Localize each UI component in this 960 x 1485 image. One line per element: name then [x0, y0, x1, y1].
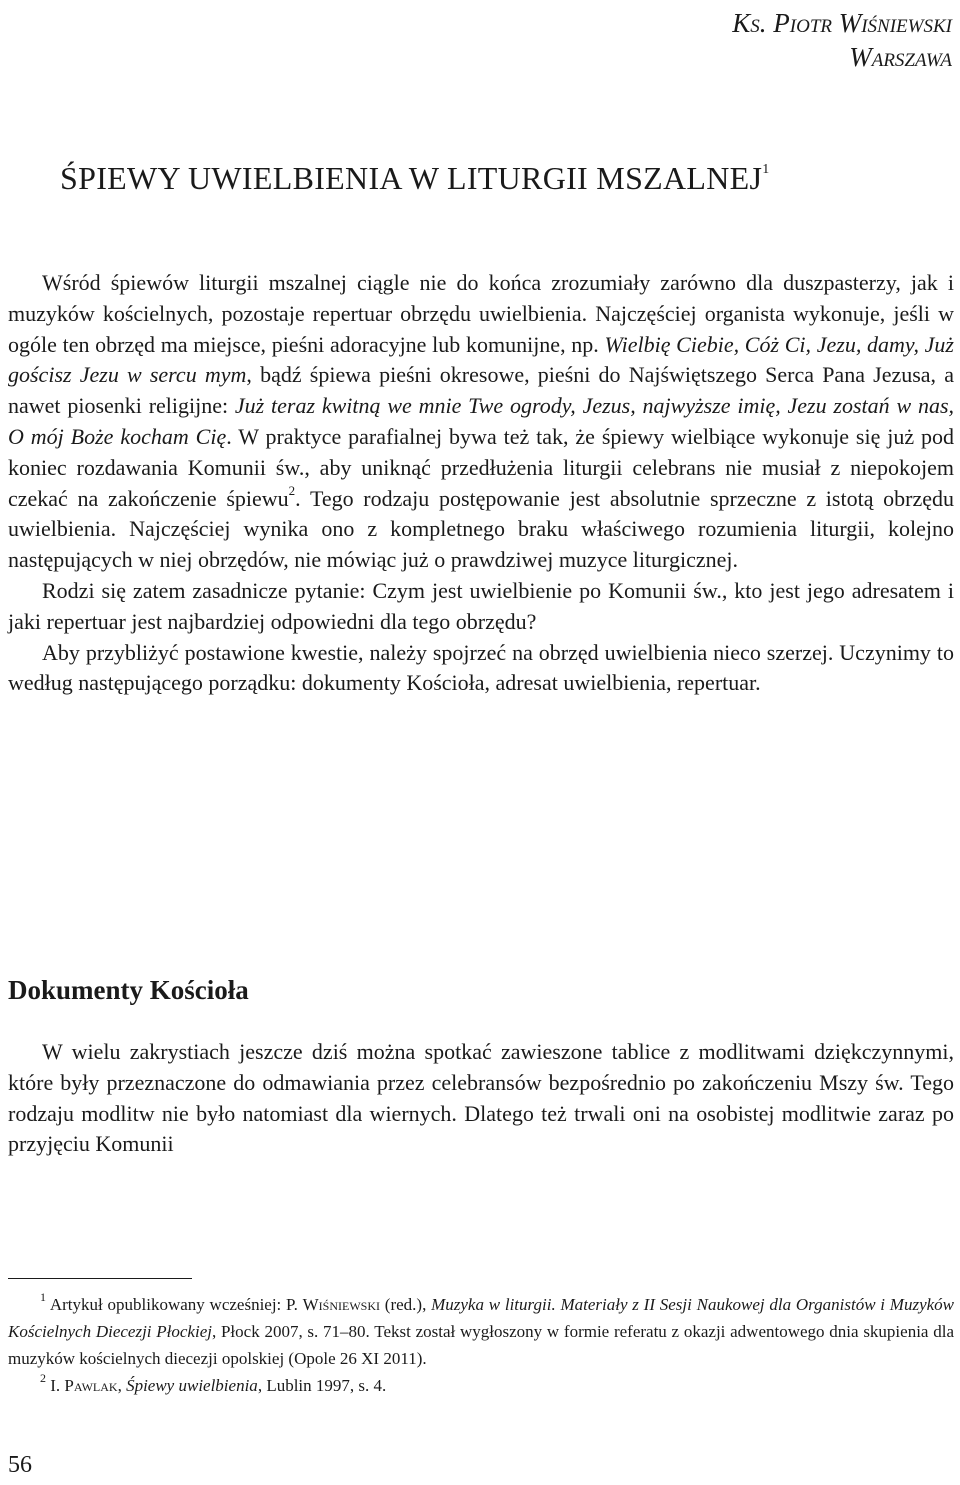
text-run: , [117, 1376, 127, 1395]
footnote-divider [8, 1278, 192, 1279]
cited-author: Wiśniewski [302, 1295, 381, 1314]
author-city: Warszawa [849, 42, 952, 72]
text-run: Wśród śpiewów liturgii mszalnej ciągle nie do końca zrozumiały zarówno dla duszpasterzy, jak i muzyków kościelnych, pozostaje repertuar obrzędu uwielbienia. Najczęściej organista wykonuje, jeśli w ogóle ten obrzęd ma miejsce, pieśni adoracyjne lub komunijne, np. [8, 270, 954, 357]
text-run: . W praktyce parafialnej bywa też tak, że śpiewy wielbiące wykonuje się już pod koniec rozdawania Komunii św., aby uniknąć przedłużenia liturgii celebrans nie musiał z niepokojem czekać na zakończenie śpiewu [8, 423, 955, 511]
page-number: 56 [8, 1452, 32, 1478]
article-title-text: ŚPIEWY UWIELBIENIA W LITURGII MSZALNEJ [60, 160, 763, 196]
article-title [60, 160, 770, 197]
text-run: (red.), [380, 1295, 432, 1314]
author-name: Ks. Piotr Wiśniewski [732, 8, 952, 38]
footnote-1 [8, 1291, 954, 1372]
cited-title: Muzyka w liturgii. Materiały z II Sesji Naukowej dla Organistów i Muzyków Kościelnych Diecezji Płockiej [8, 1295, 955, 1341]
intro-paragraph-3: Aby przybliżyć postawione kwestie, należy spojrzeć na obrzęd uwielbienia nieco szerzej. Uczynimy to według następującego porządku: dokumenty Kościoła, adresat uwielbienia, repertuar. [8, 639, 954, 696]
text-run: . Tego rodzaju postępowanie jest absolutnie sprzeczne z istotą obrzędu uwielbienia. Najczęściej wynika ono z kompletnego braku właściwego rozumienia liturgii, kolejno następujących w niej obrzędów, nie mówiąc już o prawdziwej muzyce liturgicznej. [8, 485, 954, 573]
author-block [732, 6, 952, 74]
song-titles-1: Wielbię Ciebie, Cóż Ci, Jezu, damy, Już gościsz Jezu w sercu mym [8, 331, 954, 388]
intro-section [8, 268, 954, 699]
footnote-2 [8, 1372, 954, 1399]
cited-author: Pawlak [64, 1376, 118, 1395]
text-run: , Lublin 1997, s. 4. [257, 1376, 387, 1395]
footnote-ref-2[interactable]: 2 [288, 483, 296, 499]
song-titles-2: Już teraz kwitną we mnie Twe ogrody, Jezus, najwyższe imię, Jezu zostań w nas, O mój Boże kocham Cię [8, 393, 955, 449]
cited-title: Śpiewy uwielbienia [126, 1376, 258, 1395]
footnote-marker: 1 [40, 1290, 46, 1305]
text-run: , Płock 2007, s. 71–80. Tekst został wygłoszony w formie referatu z okazji adwentowego dnia skupienia dla muzyków kościelnych diecezji opolskiej (Opole 26 XI 2011). [8, 1322, 954, 1368]
text-run: Artykuł opublikowany wcześniej: P. [49, 1295, 303, 1314]
text-run: I. [50, 1376, 65, 1395]
documents-paragraph-1: W wielu zakrystiach jeszcze dziś można spotkać zawieszone tablice z modlitwami dziękczynnymi, które były przeznaczone do odmawiania przez celebransów bezpośrednio po zakończeniu Mszy św. Tego rodzaju modlitw nie było natomiast dla wiernych. Dlatego też trwali oni na osobistej modlitwie zaraz po przyjęciu Komunii [8, 1039, 954, 1157]
intro-paragraph-1 [8, 268, 954, 576]
documents-section [8, 1037, 954, 1160]
intro-paragraph-2: Rodzi się zatem zasadnicze pytanie: Czym jest uwielbienie po Komunii św., kto jest jego adresatem i jaki repertuar jest najbardziej odpowiedni dla tego obrzędu? [8, 577, 954, 634]
text-run: , bądź śpiewa pieśni okresowe, pieśni do Najświętszego Serca Pana Jezusa, a nawet piosenki religijne: [8, 362, 955, 419]
footnote-marker: 2 [40, 1371, 46, 1386]
footnotes [8, 1291, 954, 1399]
section-heading: Dokumenty Kościoła [8, 975, 249, 1005]
footnote-ref-1[interactable]: 1 [762, 162, 770, 177]
